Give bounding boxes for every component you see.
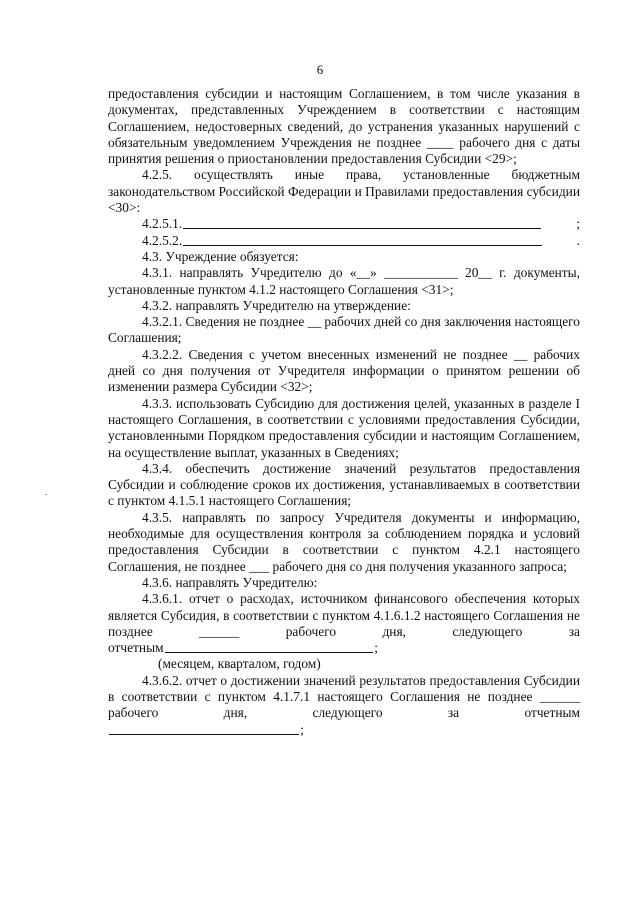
paragraph-4-3-2: 4.3.2. направлять Учредителю на утверждение: [142, 297, 411, 313]
blank-item-label: 4.2.5.1. [142, 216, 183, 232]
blank-item-4-2-5-1 [108, 216, 580, 232]
paragraph-4-3-6-1: 4.3.6.1. отчет о расходах, источником финансового обеспечения которых является Субсидия, в соответствии с пунктом 4.1.6.1.2 настоящего Соглашения не позднее ______ рабочего дня, следующего за [108, 591, 580, 639]
paragraph-continuation: предоставления субсидии и настоящим Соглашением, в том числе указания в документах, представленных Учреждением в соответствии с настоящим Соглашением, недостоверных сведений, до устранения указанных нарушений с обязательным уведомлением Учреждения не позднее ____ рабочего дня с даты принятия решения о приостановлении предоставления Субсидии <29>; [108, 86, 580, 167]
report-period-underline [165, 640, 374, 653]
report-period-line-1 [108, 640, 378, 656]
paragraph-4-3-6-2: 4.3.6.2. отчет о достижении значений результатов предоставления Субсидии в соответствии с пунктом 4.1.7.1 настоящего Соглашения не позднее ______ рабочего дня, следующего за отчетным [108, 672, 580, 721]
report-period-end: ; [300, 721, 304, 737]
document-body [108, 86, 580, 738]
paragraph-4-3-1: 4.3.1. направлять Учредителю до «__» ___________ 20__ г. документы, установленные пунктом 4.1.2 настоящего Соглашения <31>; [108, 265, 580, 297]
paragraph-4-2-5: 4.2.5. осуществлять иные права, установленные бюджетным законодательством Российской Федерации и Правилами предоставления субсидии <30>: [108, 167, 580, 216]
paragraph-4-3-3: 4.3.3. использовать Субсидию для достижения целей, указанных в разделе I настоящего Соглашения, в соответствии с условиями предоставления Субсидии, установленными Порядком предоставления субсидии и настоящим Соглашением, на осуществление выплат, указанных в Сведениях; [108, 395, 580, 460]
page-number: 6 [316, 62, 324, 77]
scan-speck [45, 494, 47, 495]
paragraph-4-3: 4.3. Учреждение обязуется: [142, 248, 299, 264]
blank-underline [183, 233, 541, 246]
report-period-line-2 [108, 722, 304, 738]
paragraph-4-3-2-1: 4.3.2.1. Сведения не позднее __ рабочих дней со дня заключения настоящего Соглашения; [108, 314, 580, 346]
blank-item-4-2-5-2 [108, 233, 580, 249]
blank-underline [183, 216, 541, 229]
paragraph-4-3-4: 4.3.4. обеспечить достижение значений результатов предоставления Субсидии и соблюдение сроков их достижения, устанавливаемых в соответствии с пунктом 4.1.5.1 настоящего Соглашения; [108, 460, 580, 509]
paragraph-4-3-6: 4.3.6. направлять Учредителю: [142, 574, 318, 590]
report-period-end: ; [374, 640, 378, 656]
period-note: (месяцем, кварталом, годом) [158, 656, 321, 672]
report-period-start: отчетным [108, 640, 164, 656]
paragraph-4-3-2-2: 4.3.2.2. Сведения с учетом внесенных изменений не позднее __ рабочих дней со дня получения от Учредителя информации о принятом решении об изменении размера Субсидии <32>; [108, 346, 580, 395]
blank-item-end: ; [576, 216, 580, 232]
blank-item-end: . [576, 232, 580, 248]
paragraph-4-3-5: 4.3.5. направлять по запросу Учредителя документы и информацию, необходимые для осуществления контроля за соблюдением порядка и условий предоставления Субсидии в соответствии с пунктом 4.2.1 настоящего Соглашения, не позднее ___ рабочего дня со дня получения указанного запроса; [108, 509, 580, 574]
report-period-underline [109, 722, 299, 735]
blank-item-label: 4.2.5.2. [142, 232, 183, 248]
